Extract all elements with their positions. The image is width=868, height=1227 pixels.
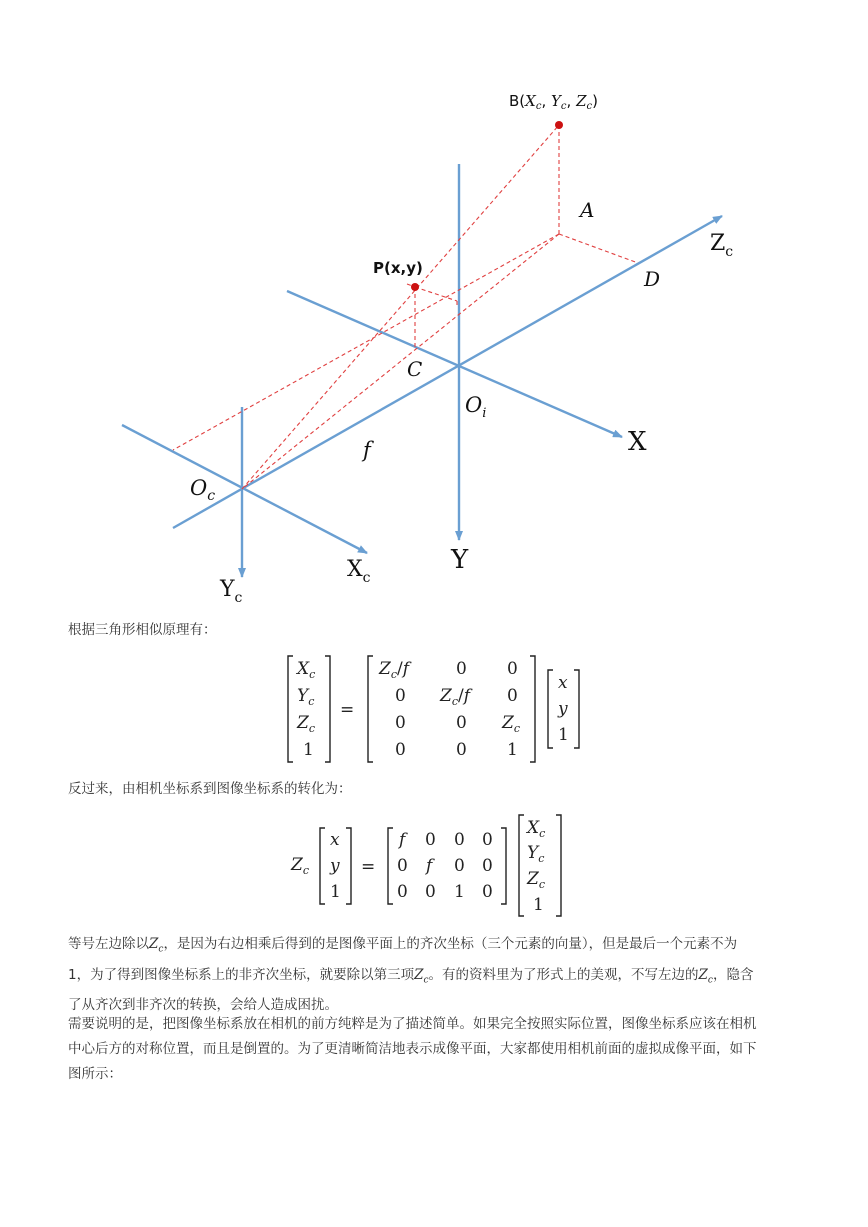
equation-2	[0, 812, 868, 920]
paragraph-4-line-3: 图所示：	[68, 1066, 122, 1082]
zc-axis	[173, 216, 722, 528]
equation-1	[0, 652, 868, 770]
eq1-lhs-vector	[295, 659, 315, 760]
paragraph-3-line-1: 等号左边除以$Z_c$，是因为右边相乘后得到的是图像平面上的齐次坐标（三个元素的向量），但是最后一个元素不为	[68, 936, 738, 955]
svg-text:0: 0	[397, 856, 408, 876]
label-x: X	[628, 427, 647, 457]
svg-text:1: 1	[533, 895, 544, 915]
zc-symbol: $Z_c$	[149, 936, 164, 955]
svg-text:f: f	[399, 830, 406, 850]
label-p: P(x,y)	[373, 259, 423, 277]
svg-text:=: =	[340, 700, 355, 720]
point-b	[555, 121, 563, 129]
svg-text:0: 0	[456, 713, 467, 733]
x-axis-image	[287, 291, 622, 437]
svg-text:Zc: $Z_c$	[297, 713, 315, 735]
svg-text:0: 0	[425, 882, 436, 902]
paragraph-homogeneous-explanation	[68, 932, 803, 1018]
svg-text:y: y	[558, 699, 568, 719]
svg-text:0: 0	[482, 856, 493, 876]
paragraph-4-line-1: 需要说明的是，把图像坐标系放在相机的前方纯粹是为了描述简单。如果完全按照实际位置，图像坐标系应该在相机	[68, 1016, 757, 1032]
svg-text:0: 0	[482, 882, 493, 902]
paragraph-3-line-3: 了从齐次到非齐次的转换，会给人造成困扰。	[68, 997, 338, 1014]
equation-2-svg	[289, 812, 579, 920]
eq2-prefix: $Z_c$	[291, 855, 309, 877]
svg-text:1: 1	[330, 882, 341, 902]
zc-symbol: $Z_c$	[414, 966, 429, 986]
svg-text:0: 0	[507, 659, 518, 679]
svg-text:x: x	[558, 673, 568, 693]
svg-text:Yc: $Y_c$	[527, 843, 545, 865]
svg-text:0: 0	[454, 856, 465, 876]
eq2-rhs-vector	[525, 818, 545, 915]
svg-text:0: 0	[395, 713, 406, 733]
eq1-matrix	[378, 659, 520, 760]
paragraph-virtual-image-plane	[68, 1012, 803, 1087]
svg-text:0: 0	[507, 686, 518, 706]
camera-model-figure	[110, 80, 750, 605]
svg-text:Zc/f: $Z_c/f$	[379, 659, 410, 681]
label-b: $B(X_c$, $Y_c$, $Z_c$)	[509, 92, 598, 112]
zc-symbol: $Z_c$	[698, 966, 713, 986]
label-a: A	[580, 198, 595, 222]
svg-text:=: =	[361, 857, 376, 877]
svg-text:0: 0	[395, 740, 406, 760]
svg-text:1: 1	[558, 725, 569, 745]
svg-text:0: 0	[456, 740, 467, 760]
equation-1-svg	[284, 652, 584, 770]
svg-text:1: 1	[454, 882, 465, 902]
label-zc: $Z_c$	[710, 231, 734, 260]
point-p	[411, 283, 419, 291]
svg-text:f: f	[426, 856, 433, 876]
xc-axis	[122, 425, 367, 553]
eq1-rhs-vector	[557, 673, 569, 745]
svg-text:Xc: $X_c$	[297, 659, 316, 681]
svg-text:0: 0	[454, 830, 465, 850]
svg-text:x: x	[330, 830, 340, 850]
label-c: C	[407, 357, 423, 381]
svg-text:0: 0	[482, 830, 493, 850]
svg-text:0: 0	[425, 830, 436, 850]
svg-text:Zc: $Z_c$	[502, 713, 520, 735]
label-y: Y	[451, 545, 469, 575]
svg-text:Yc: $Y_c$	[297, 686, 315, 708]
svg-text:0: 0	[456, 659, 467, 679]
svg-text:Zc/f: $Z_c/f$	[440, 686, 471, 708]
svg-text:0: 0	[395, 686, 406, 706]
svg-text:0: 0	[397, 882, 408, 902]
svg-text:Xc: $X_c$	[527, 818, 546, 840]
label-oi: $O_i$	[465, 393, 487, 421]
svg-text:1: 1	[303, 740, 314, 760]
label-xc: $X_c$	[347, 557, 371, 586]
label-d: D	[644, 267, 661, 291]
svg-text:1: 1	[507, 740, 518, 760]
label-f: f	[363, 438, 371, 462]
paragraph-4-line-2: 中心后方的对称位置，而且是倒置的。为了更清晰简洁地表示成像平面，大家都使用相机前面的虚拟成像平面，如下	[68, 1041, 757, 1057]
label-yc: $Y_c$	[220, 577, 243, 605]
eq2-lhs-vector	[329, 830, 341, 902]
paragraph-inverse-transform: 反过来，由相机坐标系到图像坐标系的转化为：	[68, 781, 352, 797]
eq2-matrix	[397, 830, 493, 902]
paragraph-similar-triangles: 根据三角形相似原理有：	[68, 622, 217, 638]
paragraph-3-line-2: 1，为了得到图像坐标系上的非齐次坐标，就要除以第三项$Z_c$。有的资料里为了形式上的美观，不写左边的$Z_c$，隐含	[68, 966, 754, 986]
svg-text:y: y	[330, 856, 340, 876]
camera-model-diagram	[110, 80, 750, 605]
svg-text:Zc: $Z_c$	[527, 869, 545, 891]
label-oc: $O_c$	[190, 476, 216, 504]
